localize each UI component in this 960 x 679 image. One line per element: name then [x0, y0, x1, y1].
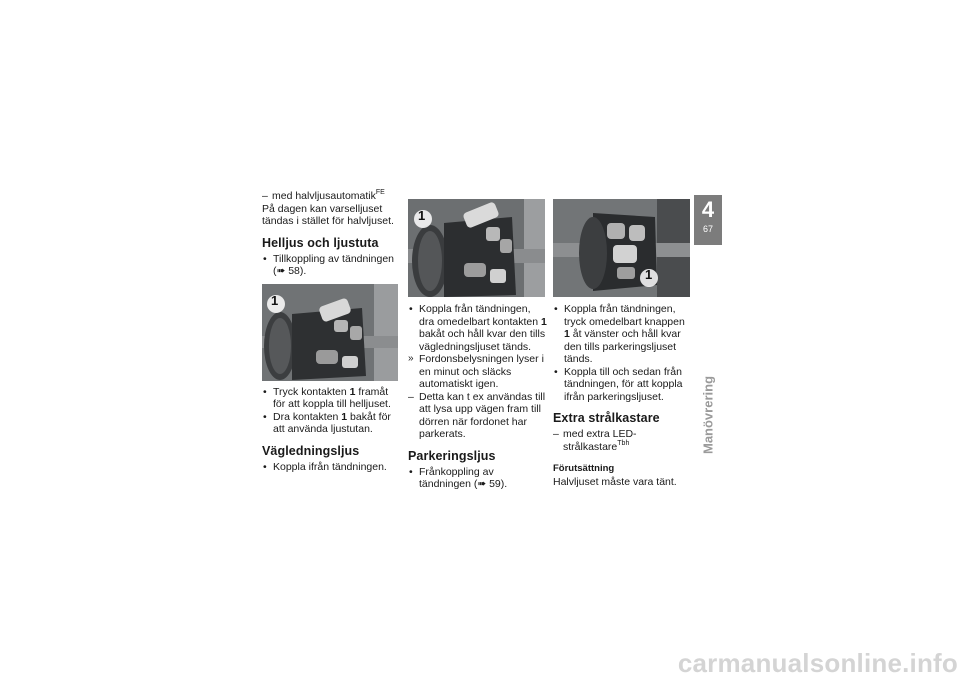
- column-2: [408, 199, 548, 491]
- callout-label: 1: [271, 292, 279, 308]
- handlebar-switch-photo-1: [262, 284, 398, 381]
- intro-dash-item: – med halvljusautomatik$^{FE}$: [262, 190, 402, 203]
- tbh-superscript: Tbh: [617, 439, 630, 447]
- heading-parkering: Parkeringsljus: [408, 448, 496, 463]
- paragraph-halvljus: Halvljuset måste vara tänt.: [553, 476, 677, 488]
- switch-illustration-2: [408, 199, 545, 297]
- chapter-tab: [694, 195, 722, 245]
- bullet-dra: • Dra kontakten 1 bakåt för att använda ljustutan.: [262, 411, 402, 436]
- bullet-frankoppling: • Frånkoppling av tändningen (➠ 59).: [408, 466, 548, 491]
- switch-illustration-1: [262, 284, 398, 381]
- dash-detta: – Detta kan t ex användas till att lysa upp vägen fram till dörren när fordonet har parkerats.: [408, 391, 548, 441]
- heading-helljus: Helljus och ljustuta: [262, 235, 379, 250]
- bullet-koppla-till: • Koppla till och sedan från tändningen, för att koppla ifrån parkeringsljuset.: [553, 366, 693, 404]
- watermark: carmanualsonline.info: [677, 648, 958, 678]
- bullet-koppla-ifran: • Koppla ifrån tändningen.: [262, 461, 402, 474]
- section-title-vertical: Manövrering: [700, 375, 716, 455]
- fe-superscript: FE: [375, 189, 385, 196]
- heading-vagledning: Vägledningsljus: [262, 443, 360, 458]
- result-fordonsbelysning: » Fordonsbelysningen lyser i en minut och släcks automatiskt igen.: [408, 353, 548, 391]
- dash-led: – med extra LED-strålkastare$^{Tbh}$: [553, 428, 693, 453]
- switch-illustration-3: [553, 199, 690, 297]
- column-1: [262, 190, 402, 473]
- bullet-koppla-fran-dra: • Koppla från tändningen, dra omedelbart kontakten 1 bakåt och håll kvar den tills vägledningsljuset tänds.: [408, 303, 548, 353]
- bullet-koppla-fran-tryck: • Koppla från tändningen, tryck omedelbart knappen 1 åt vänster och håll kvar den tills parkeringsljuset tänds.: [553, 303, 693, 366]
- handlebar-switch-photo-2: [408, 199, 545, 297]
- heading-forutsattning: Förutsättning: [553, 463, 615, 474]
- heading-extra-stralkastare: Extra strålkastare: [553, 411, 660, 425]
- callout-label: 1: [418, 208, 426, 223]
- bullet-tillkoppling: • Tillkoppling av tändningen (➠ 58).: [262, 253, 402, 278]
- chapter-number: 4: [701, 197, 715, 222]
- page-number: 67: [702, 224, 713, 234]
- column-3: [553, 199, 693, 489]
- bullet-tryck: • Tryck kontakten 1 framåt för att koppla till helljuset.: [262, 386, 402, 411]
- intro-paragraph: På dagen kan varselljuset tändas i stället för halvljuset.: [262, 202, 394, 227]
- callout-label: 1: [645, 267, 653, 282]
- handlebar-switch-photo-3: [553, 199, 690, 297]
